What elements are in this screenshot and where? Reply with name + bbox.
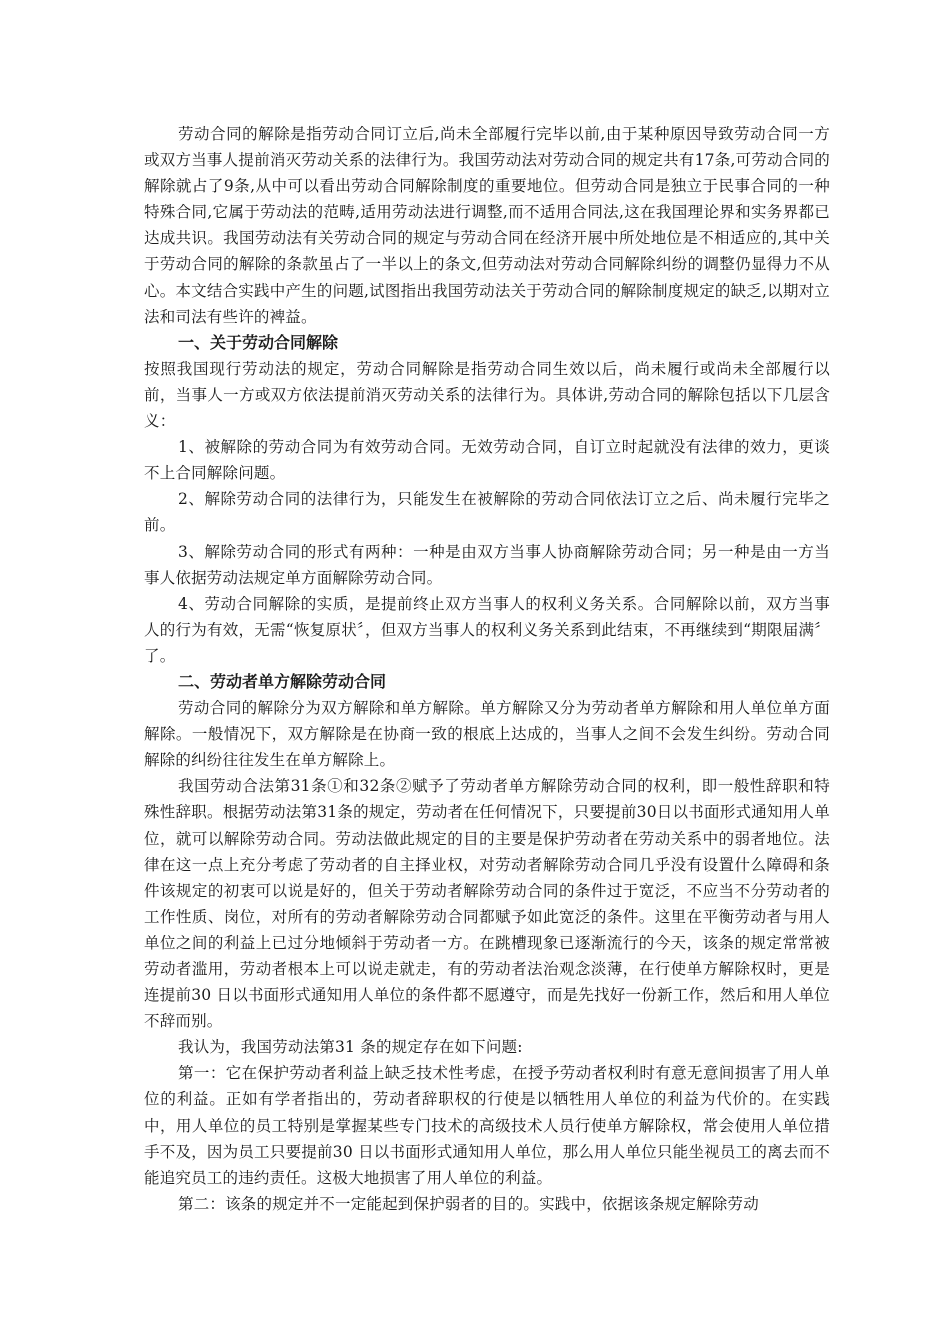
section2-paragraph: 我国劳动合法第31条①和32条②赋予了劳动者单方解除劳动合同的权利，即一般性辞职和特殊性辞职。根据劳动法第31条的规定，劳动者在任何情况下，只要提前30日以书面形式通知用人单位，就可以解除劳动合同。劳动法做此规定的目的主要是保护劳动者在劳动关系中的弱者地位。法律在这一点上充分考虑了劳动者的自主择业权，对劳动者解除劳动合同几乎没有设置什么障碍和条件该规定的初衷可以说是好的，但关于劳动者解除劳动合同的条件过于宽泛，不应当不分劳动者的工作性质、岗位，对所有的劳动者解除劳动合同都赋予如此宽泛的条件。这里在平衡劳动者与用人单位之间的利益上已过分地倾斜于劳动者一方。在跳槽现象已逐渐流行的今天，该条的规定常常被劳动者滥用，劳动者根本上可以说走就走，有的劳动者法治观念淡薄，在行使单方解除权时，更是连提前30 日以书面形式通知用人单位的条件都不愿遵守，而是先找好一份新工作，然后和用人单位不辞而别。 [144, 777, 830, 1031]
section1-list-item: 1、被解除的劳动合同为有效劳动合同。无效劳动合同，自订立时起就没有法律的效力，更谈不上合同解除问题。 [144, 438, 830, 483]
section-heading-2: 二、劳动者单方解除劳动合同 [178, 671, 387, 691]
section1-list-item: 4、劳动合同解除的实质，是提前终止双方当事人的权利义务关系。合同解除以前，双方当事人的行为有效，无需“恢复原状〞，但双方当事人的权利义务关系到此结束，不再继续到“期限届满〞了。 [144, 594, 830, 665]
document-page [144, 121, 830, 1217]
intro-paragraph: 劳动合同的解除是指劳动合同订立后,尚未全部履行完毕以前,由于某种原因导致劳动合同一方或双方当事人提前消灭劳动关系的法律行为。我国劳动法对劳动合同的规定共有17条,可劳动合同的解除就占了9条,从中可以看出劳动合同解除制度的重要地位。但劳动合同是独立于民事合同的一种特殊合同,它属于劳动法的范畴,适用劳动法进行调整,而不适用合同法,这在我国理论界和实务界都已达成共识。我国劳动法有关劳动合同的规定与劳动合同在经济开展中所处地位是不相适应的,其中关于劳动合同的解除的条款虽占了一半以上的条文,但劳动法对劳动合同解除纠纷的调整仍显得力不从心。本文结合实践中产生的问题,试图指出我国劳动法关于劳动合同的解除制度规定的缺乏,以期对立法和司法有些许的裨益。 [144, 125, 830, 326]
section-heading-1: 一、关于劳动合同解除 [178, 332, 339, 352]
section1-paragraph: 按照我国现行劳动法的规定，劳动合同解除是指劳动合同生效以后，尚未履行或尚未全部履行以前，当事人一方或双方依法提前消灭劳动关系的法律行为。具体讲,劳动合同的解除包括以下几层含义： [144, 359, 830, 431]
section1-list-item: 2、解除劳动合同的法律行为，只能发生在被解除的劳动合同依法订立之后、尚未履行完毕之前。 [144, 490, 830, 535]
section2-paragraph: 我认为，我国劳动法第31 条的规定存在如下问题: [178, 1038, 523, 1057]
section2-paragraph: 劳动合同的解除分为双方解除和单方解除。单方解除又分为劳动者单方解除和用人单位单方面解除。一般情况下，双方解除是在协商一致的根底上达成的，当事人之间不会发生纠纷。劳动合同解除的纠纷往往发生在单方解除上。 [144, 699, 830, 770]
section2-paragraph: 第二：该条的规定并不一定能起到保护弱者的目的。实践中，依据该条规定解除劳动 [178, 1194, 759, 1213]
section2-paragraph: 第一：它在保护劳动者利益上缺乏技术性考虑，在授予劳动者权利时有意无意间损害了用人单位的利益。正如有学者指出的，劳动者辞职权的行使是以牺牲用人单位的利益为代价的。在实践中，用人单位的员工特别是掌握某些专门技术的高级技术人员行使单方解除权，常会使用人单位措手不及，因为员工只要提前30 日以书面形式通知用人单位，那么用人单位只能坐视员工的离去而不能追究员工的违约责任。这极大地损害了用人单位的利益。 [144, 1064, 830, 1187]
section1-list-item: 3、解除劳动合同的形式有两种：一种是由双方当事人协商解除劳动合同；另一种是由一方当事人依据劳动法规定单方面解除劳动合同。 [144, 542, 830, 587]
